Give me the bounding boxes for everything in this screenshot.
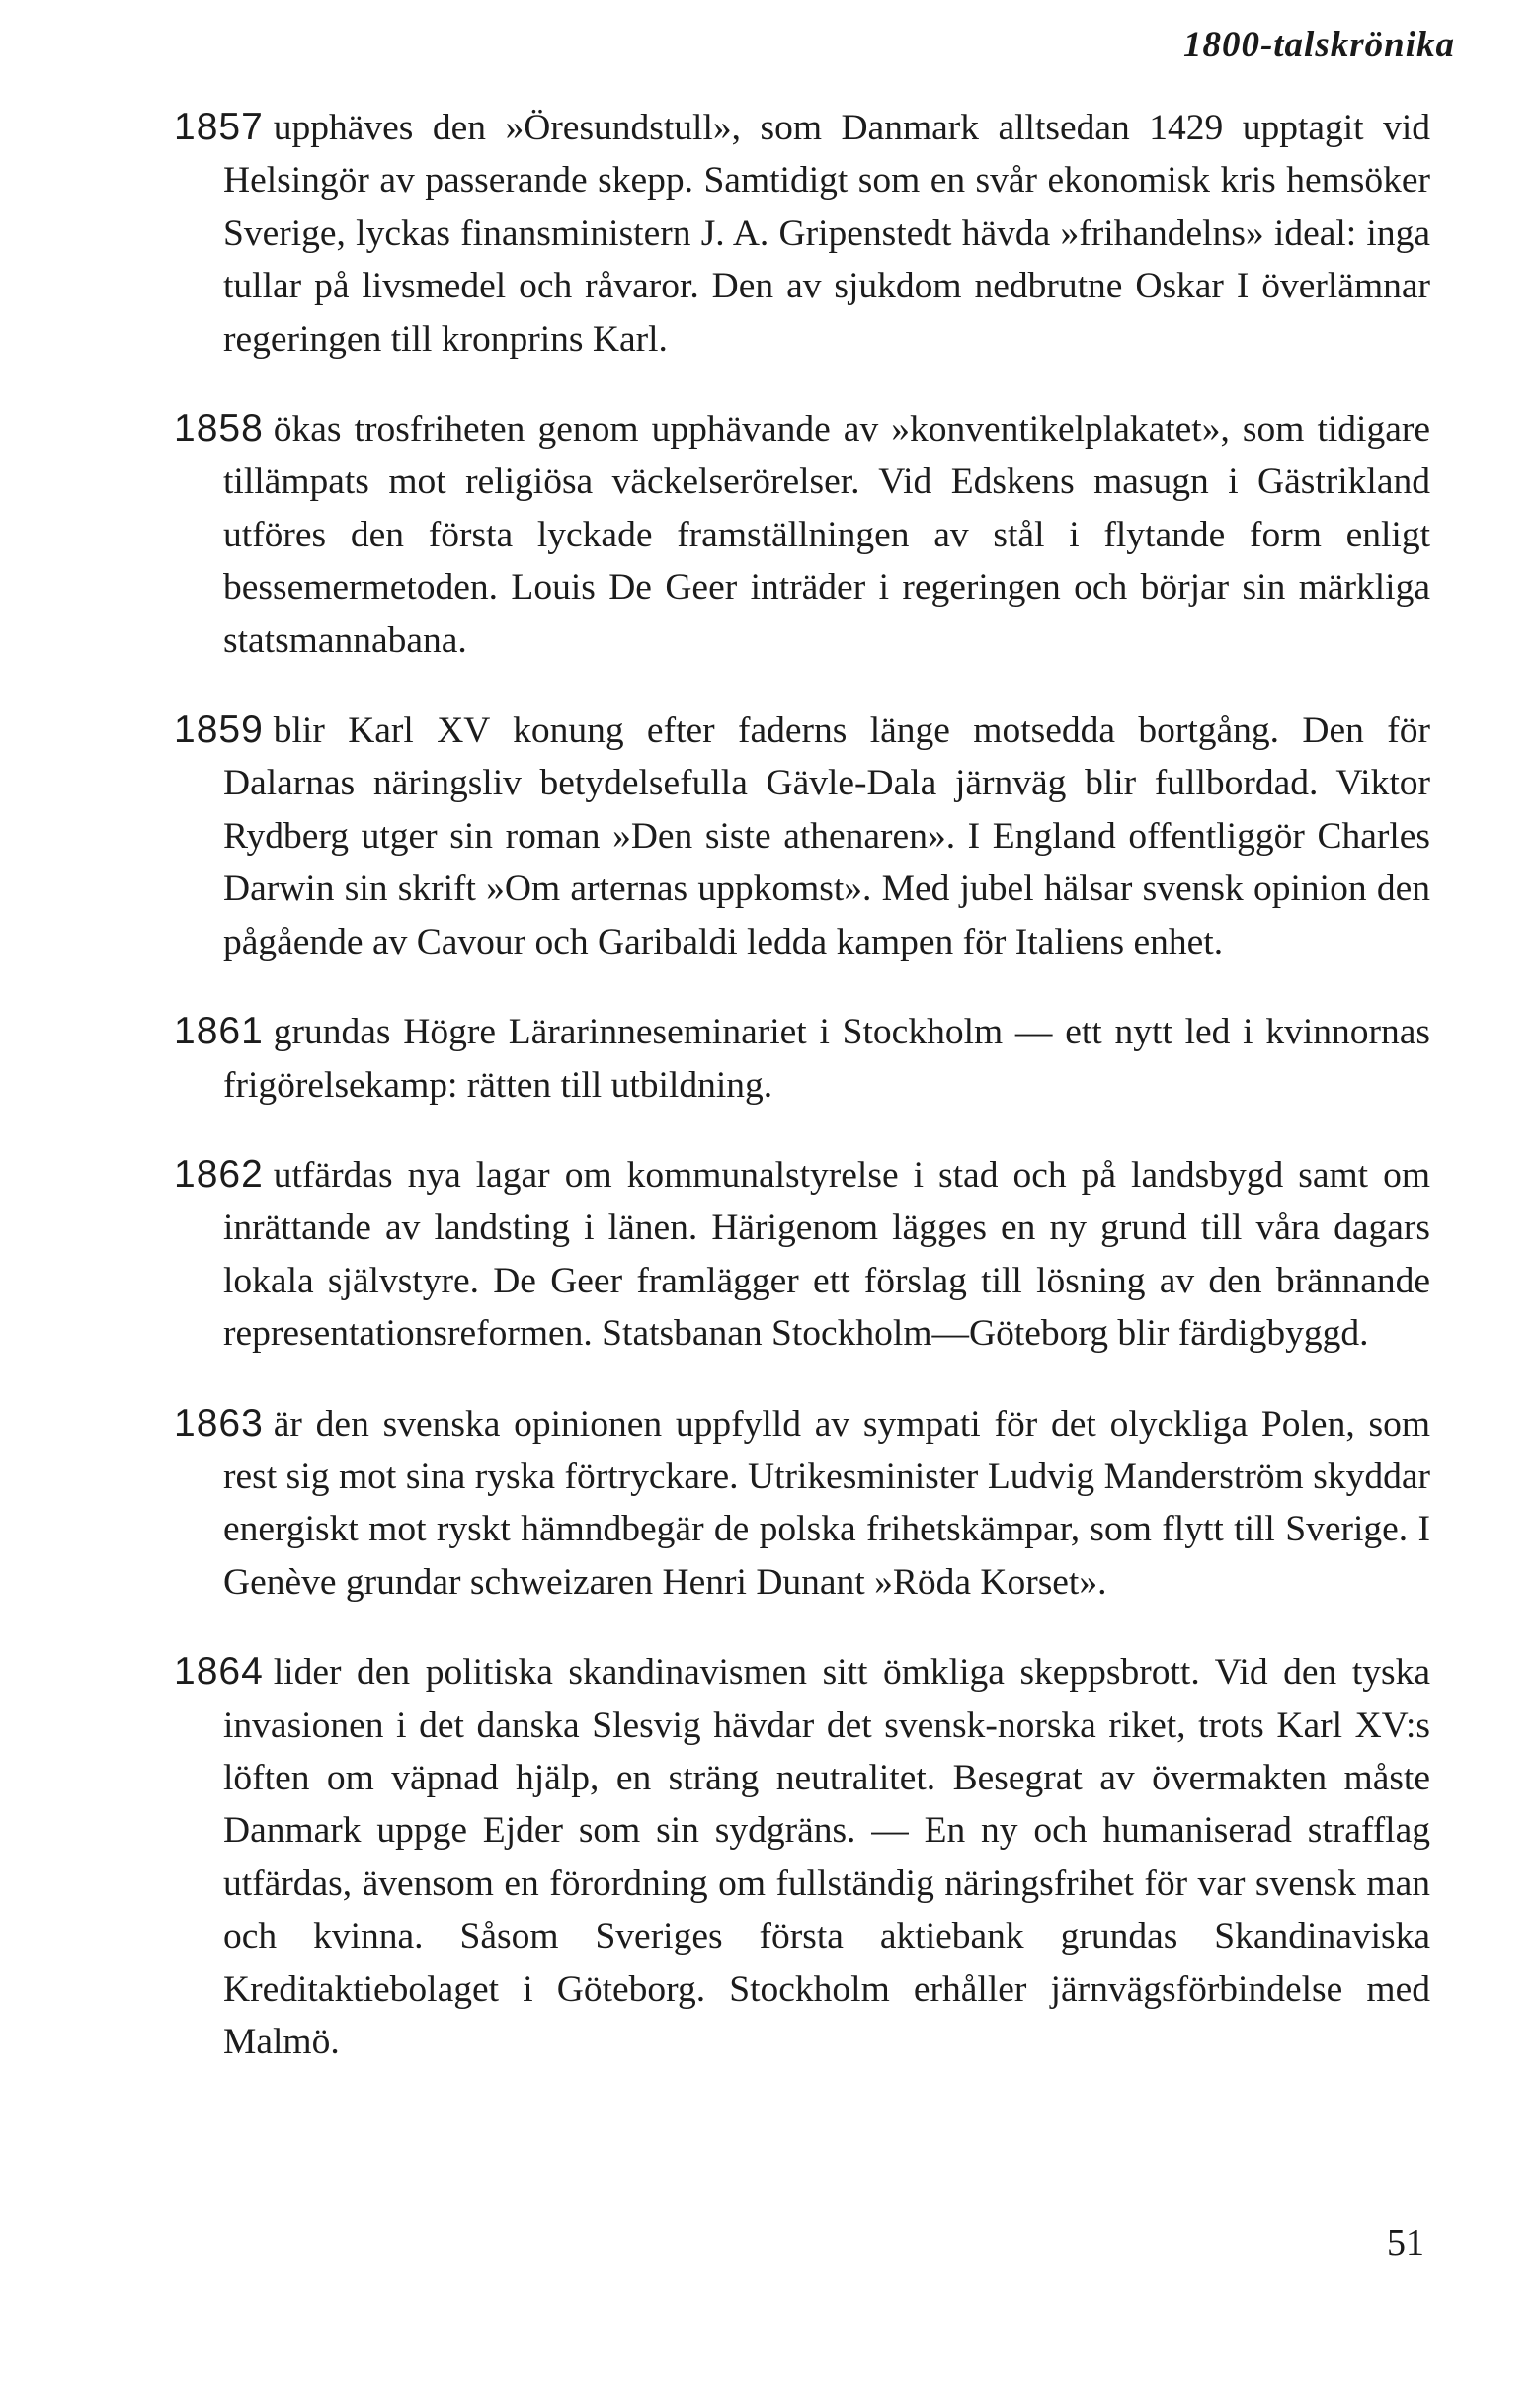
chronicle-entry (174, 402, 1430, 667)
chronicle-entry (174, 704, 1430, 968)
entry-year: 1861 (174, 1010, 264, 1053)
entry-text: blir Karl XV konung efter faderns länge motsedda bortgång. Den för Dalarnas näringsliv betydelsefulla Gävle-Dala järnväg blir fullbordad. Viktor Rydberg utger sin roman »Den siste athenaren». I England offentliggör Charles Darwin sin skrift »Om arternas uppkomst». Med jubel hälsar svensk opinion den pågående av Cavour och Garibaldi ledda kampen för Italiens enhet. (223, 710, 1430, 962)
page-number: 51 (1387, 2222, 1424, 2264)
entry-year: 1858 (174, 407, 264, 451)
entry-year: 1863 (174, 1401, 264, 1445)
entry-text: utfärdas nya lagar om kommunalstyrelse i stad och på landsbygd samt om inrättande av landsting i länen. Härigenom lägges en ny grund till våra dagars lokala självstyre. De Geer framlägger ett förslag till lösning av den brännande representationsreformen. Statsbanan Stockholm—Göteborg blir färdigbyggd. (223, 1154, 1430, 1355)
entry-text: lider den politiska skandinavismen sitt ömkliga skeppsbrott. Vid den tyska invasionen i det danska Slesvig hävdar det svensk-norska riket, trots Karl XV:s löften om väpnad hjälp, en sträng neutralitet. Besegrat av övermakten måste Danmark uppge Ejder som sin sydgräns. — En ny och humaniserad strafflag utfärdas, ävensom en förordning om fullständig näringsfrihet för var svensk man och kvinna. Såsom Sveriges första aktiebank grundas Skandinaviska Kreditaktiebolaget i Göteborg. Stockholm erhåller järnvägsförbindelse med Malmö. (223, 1652, 1430, 2062)
chronicle-entries (174, 101, 1430, 2105)
chronicle-entry (174, 1397, 1430, 1610)
entry-year: 1864 (174, 1650, 264, 1694)
entry-year: 1862 (174, 1152, 264, 1196)
chronicle-entry (174, 1148, 1430, 1361)
entry-year: 1857 (174, 106, 264, 148)
entry-text: är den svenska opinionen uppfylld av sympati för det olyckliga Polen, som rest sig mot sina ryska förtryckare. Utrikesminister Ludvig Manderström skyddar energiskt mot ryskt hämndbegär de polska frihetskämpar, som flytt till Sverige. I Genève grundar schweizaren Henri Dunant »Röda Korset». (223, 1403, 1430, 1603)
entry-year: 1859 (174, 708, 264, 752)
running-head: 1800-talskrönika (1182, 25, 1455, 65)
entry-text: grundas Högre Lärarinneseminariet i Stockholm — ett nytt led i kvinnornas frigörelsekamp: rätten till utbildning. (223, 1012, 1430, 1106)
chronicle-entry (174, 101, 1430, 366)
entry-text: upphäves den »Öresundstull», som Danmark alltsedan 1429 upptagit vid Helsingör av passerande skepp. Samtidigt som en svår ekonomisk kris hemsöker Sverige, lyckas finansministern J. A. Gripenstedt hävda »frihandelns» ideal: inga tullar på livsmedel och råvaror. Den av sjukdom nedbrutne Oskar I överlämnar regeringen till kronprins Karl. (223, 108, 1430, 360)
entry-text: ökas trosfriheten genom upphävande av »konventikelplakatet», som tidigare tillämpats mot religiösa väckelserörelser. Vid Edskens masugn i Gästrikland utföres den första lyckade framställningen av stål i flytande form enligt bessemermetoden. Louis De Geer inträder i regeringen och börjar sin märkliga statsmannabana. (223, 409, 1430, 661)
chronicle-entry (174, 1645, 1430, 2068)
chronicle-entry (174, 1005, 1430, 1112)
